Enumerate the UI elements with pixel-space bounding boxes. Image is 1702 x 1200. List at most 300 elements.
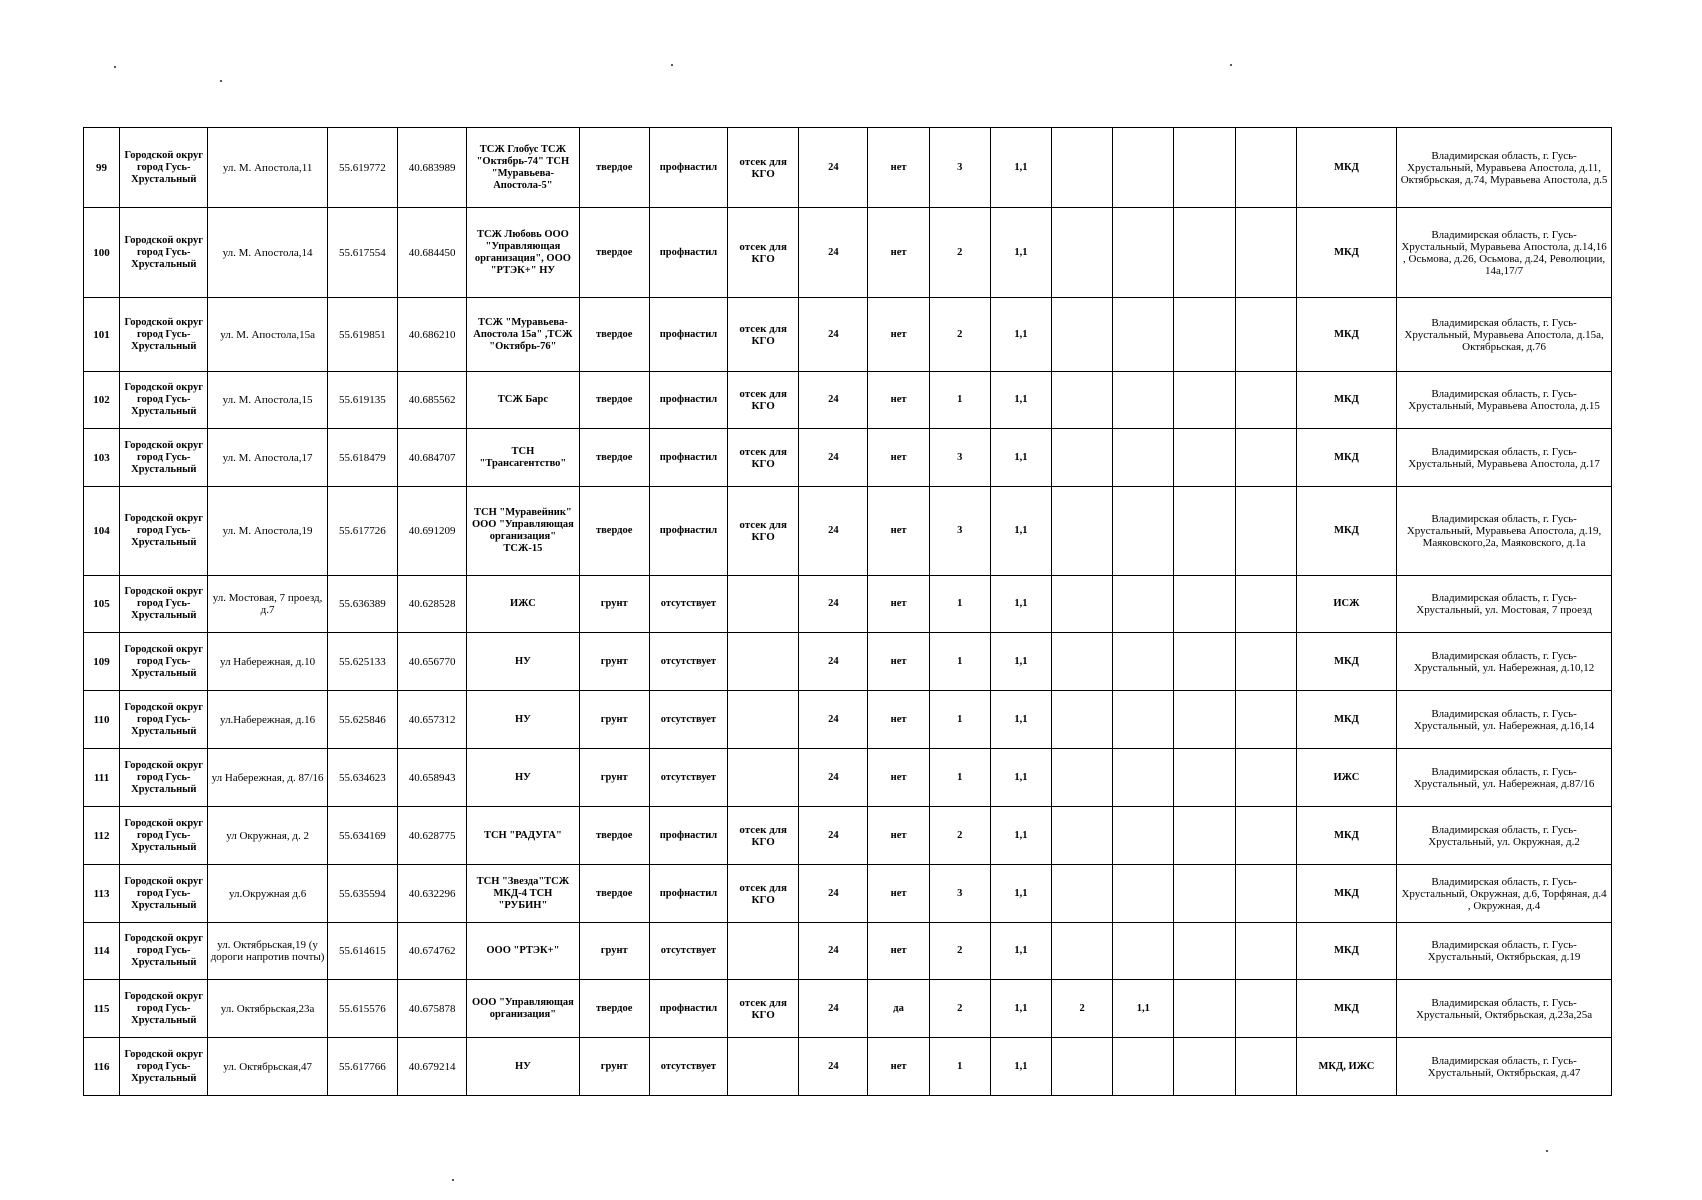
- street-address-cell: ул. Мостовая, 7 проезд, д.7: [208, 576, 327, 633]
- container-count-cell: 1: [929, 691, 990, 749]
- served-addresses-cell: Владимирская область, г. Гусь-Хрустальный, Октябрьская, д.23а,25а: [1397, 980, 1612, 1038]
- surface-cell: твердое: [579, 208, 649, 298]
- empty-cell: [1174, 128, 1235, 208]
- surface-cell: грунт: [579, 576, 649, 633]
- row-number: 116: [84, 1038, 120, 1096]
- municipality-cell: Городской округ город Гусь-Хрустальный: [120, 807, 208, 865]
- municipality-cell: Городской округ город Гусь-Хрустальный: [120, 128, 208, 208]
- extra-volume-cell: [1113, 576, 1174, 633]
- empty-cell: [1174, 865, 1235, 923]
- table-row: [84, 576, 1612, 633]
- empty-cell: [1235, 691, 1296, 749]
- scan-speck: [114, 66, 116, 68]
- extra-count-cell: [1052, 633, 1113, 691]
- empty-cell: [1235, 807, 1296, 865]
- source-type-cell: МКД: [1296, 980, 1396, 1038]
- row-number: 114: [84, 923, 120, 980]
- surface-cell: грунт: [579, 749, 649, 807]
- fence-cell: профнастил: [649, 980, 727, 1038]
- empty-cell: [1235, 298, 1296, 372]
- fence-cell: профнастил: [649, 429, 727, 487]
- table-row: [84, 691, 1612, 749]
- row-number: 100: [84, 208, 120, 298]
- surface-cell: грунт: [579, 691, 649, 749]
- area-cell: 24: [799, 298, 868, 372]
- table-row: [84, 807, 1612, 865]
- street-address-cell: ул.Окружная д.6: [208, 865, 327, 923]
- extra-volume-cell: [1113, 429, 1174, 487]
- row-number: 105: [84, 576, 120, 633]
- container-volume-cell: 1,1: [990, 208, 1051, 298]
- served-addresses-cell: Владимирская область, г. Гусь-Хрустальный, ул. Окружная, д.2: [1397, 807, 1612, 865]
- area-cell: 24: [799, 633, 868, 691]
- owner-cell: НУ: [467, 633, 579, 691]
- extra-volume-cell: [1113, 633, 1174, 691]
- surface-cell: твердое: [579, 487, 649, 576]
- table-row: [84, 749, 1612, 807]
- street-address-cell: ул. Октябрьская,19 (у дороги напротив почты): [208, 923, 327, 980]
- source-type-cell: МКД: [1296, 807, 1396, 865]
- container-count-cell: 2: [929, 980, 990, 1038]
- fence-cell: профнастил: [649, 298, 727, 372]
- bin-cover-cell: [728, 1038, 799, 1096]
- municipality-cell: Городской округ город Гусь-Хрустальный: [120, 576, 208, 633]
- served-addresses-cell: Владимирская область, г. Гусь-Хрустальный, Октябрьская, д.19: [1397, 923, 1612, 980]
- longitude-cell: 40.684450: [398, 208, 467, 298]
- table-row: [84, 633, 1612, 691]
- municipality-cell: Городской округ город Гусь-Хрустальный: [120, 429, 208, 487]
- extra-count-cell: [1052, 807, 1113, 865]
- served-addresses-cell: Владимирская область, г. Гусь-Хрустальный, Муравьева Апостола, д.14,16 , Осьмова, д.26, Осьмова, д.24, Революции, 14а,17/7: [1397, 208, 1612, 298]
- shed-cell: нет: [868, 208, 929, 298]
- area-cell: 24: [799, 429, 868, 487]
- extra-count-cell: [1052, 865, 1113, 923]
- latitude-cell: 55.625133: [327, 633, 397, 691]
- source-type-cell: МКД: [1296, 429, 1396, 487]
- empty-cell: [1174, 633, 1235, 691]
- latitude-cell: 55.635594: [327, 865, 397, 923]
- source-type-cell: МКД: [1296, 487, 1396, 576]
- area-cell: 24: [799, 980, 868, 1038]
- municipality-cell: Городской округ город Гусь-Хрустальный: [120, 749, 208, 807]
- extra-count-cell: [1052, 128, 1113, 208]
- street-address-cell: ул. Октябрьская,23а: [208, 980, 327, 1038]
- container-volume-cell: 1,1: [990, 372, 1051, 429]
- container-count-cell: 3: [929, 865, 990, 923]
- scan-speck: [1230, 64, 1232, 66]
- empty-cell: [1174, 208, 1235, 298]
- latitude-cell: 55.617726: [327, 487, 397, 576]
- shed-cell: нет: [868, 372, 929, 429]
- table-row: [84, 298, 1612, 372]
- shed-cell: нет: [868, 128, 929, 208]
- municipality-cell: Городской округ город Гусь-Хрустальный: [120, 298, 208, 372]
- container-count-cell: 1: [929, 576, 990, 633]
- longitude-cell: 40.628528: [398, 576, 467, 633]
- empty-cell: [1235, 923, 1296, 980]
- longitude-cell: 40.691209: [398, 487, 467, 576]
- surface-cell: твердое: [579, 807, 649, 865]
- empty-cell: [1174, 749, 1235, 807]
- street-address-cell: ул.Набережная, д.16: [208, 691, 327, 749]
- table-row: [84, 865, 1612, 923]
- owner-cell: ТСН "Звезда"ТСЖ МКД-4 ТСН "РУБИН": [467, 865, 579, 923]
- empty-cell: [1174, 807, 1235, 865]
- owner-cell: ИЖС: [467, 576, 579, 633]
- longitude-cell: 40.628775: [398, 807, 467, 865]
- table-row: [84, 208, 1612, 298]
- shed-cell: нет: [868, 487, 929, 576]
- shed-cell: да: [868, 980, 929, 1038]
- source-type-cell: ИЖС: [1296, 749, 1396, 807]
- container-count-cell: 1: [929, 749, 990, 807]
- shed-cell: нет: [868, 298, 929, 372]
- owner-cell: ТСН "РАДУГА": [467, 807, 579, 865]
- container-count-cell: 1: [929, 633, 990, 691]
- empty-cell: [1235, 633, 1296, 691]
- bin-cover-cell: отсек для КГО: [728, 128, 799, 208]
- bin-cover-cell: отсек для КГО: [728, 865, 799, 923]
- served-addresses-cell: Владимирская область, г. Гусь-Хрустальный, ул. Набережная, д.10,12: [1397, 633, 1612, 691]
- fence-cell: профнастил: [649, 372, 727, 429]
- longitude-cell: 40.683989: [398, 128, 467, 208]
- latitude-cell: 55.634169: [327, 807, 397, 865]
- served-addresses-cell: Владимирская область, г. Гусь-Хрустальный, Муравьева Апостола, д.11, Октябрьская, д.74, Муравьева Апостола, д.5: [1397, 128, 1612, 208]
- container-count-cell: 1: [929, 372, 990, 429]
- bin-cover-cell: отсек для КГО: [728, 429, 799, 487]
- source-type-cell: МКД: [1296, 128, 1396, 208]
- empty-cell: [1174, 576, 1235, 633]
- area-cell: 24: [799, 807, 868, 865]
- street-address-cell: ул. М. Апостола,19: [208, 487, 327, 576]
- fence-cell: отсутствует: [649, 633, 727, 691]
- row-number: 110: [84, 691, 120, 749]
- owner-cell: ТСЖ Глобус ТСЖ "Октябрь-74" ТСН "Муравьева-Апостола-5": [467, 128, 579, 208]
- extra-count-cell: [1052, 576, 1113, 633]
- source-type-cell: МКД: [1296, 372, 1396, 429]
- container-volume-cell: 1,1: [990, 487, 1051, 576]
- empty-cell: [1235, 865, 1296, 923]
- container-volume-cell: 1,1: [990, 576, 1051, 633]
- owner-cell: ТСЖ Барс: [467, 372, 579, 429]
- surface-cell: твердое: [579, 372, 649, 429]
- container-count-cell: 1: [929, 1038, 990, 1096]
- municipality-cell: Городской округ город Гусь-Хрустальный: [120, 980, 208, 1038]
- area-cell: 24: [799, 865, 868, 923]
- municipality-cell: Городской округ город Гусь-Хрустальный: [120, 865, 208, 923]
- row-number: 102: [84, 372, 120, 429]
- latitude-cell: 55.615576: [327, 980, 397, 1038]
- bin-cover-cell: [728, 691, 799, 749]
- empty-cell: [1235, 980, 1296, 1038]
- latitude-cell: 55.619851: [327, 298, 397, 372]
- empty-cell: [1174, 923, 1235, 980]
- fence-cell: отсутствует: [649, 691, 727, 749]
- municipality-cell: Городской округ город Гусь-Хрустальный: [120, 208, 208, 298]
- extra-count-cell: [1052, 372, 1113, 429]
- street-address-cell: ул. Октябрьская,47: [208, 1038, 327, 1096]
- latitude-cell: 55.617554: [327, 208, 397, 298]
- container-count-cell: 2: [929, 298, 990, 372]
- extra-volume-cell: [1113, 487, 1174, 576]
- street-address-cell: ул. М. Апостола,17: [208, 429, 327, 487]
- owner-cell: ТСЖ Любовь ООО "Управляющая организация", ООО "РТЭК+" НУ: [467, 208, 579, 298]
- row-number: 104: [84, 487, 120, 576]
- street-address-cell: ул Набережная, д.10: [208, 633, 327, 691]
- container-count-cell: 3: [929, 487, 990, 576]
- container-volume-cell: 1,1: [990, 807, 1051, 865]
- fence-cell: профнастил: [649, 128, 727, 208]
- empty-cell: [1235, 429, 1296, 487]
- container-volume-cell: 1,1: [990, 749, 1051, 807]
- source-type-cell: МКД: [1296, 691, 1396, 749]
- extra-volume-cell: [1113, 208, 1174, 298]
- empty-cell: [1174, 1038, 1235, 1096]
- latitude-cell: 55.619135: [327, 372, 397, 429]
- owner-cell: НУ: [467, 749, 579, 807]
- bin-cover-cell: отсек для КГО: [728, 980, 799, 1038]
- shed-cell: нет: [868, 576, 929, 633]
- surface-cell: грунт: [579, 1038, 649, 1096]
- surface-cell: твердое: [579, 865, 649, 923]
- longitude-cell: 40.657312: [398, 691, 467, 749]
- served-addresses-cell: Владимирская область, г. Гусь-Хрустальный, ул. Набережная, д.16,14: [1397, 691, 1612, 749]
- surface-cell: твердое: [579, 980, 649, 1038]
- shed-cell: нет: [868, 633, 929, 691]
- empty-cell: [1235, 1038, 1296, 1096]
- container-volume-cell: 1,1: [990, 298, 1051, 372]
- container-volume-cell: 1,1: [990, 923, 1051, 980]
- source-type-cell: МКД: [1296, 298, 1396, 372]
- longitude-cell: 40.686210: [398, 298, 467, 372]
- container-volume-cell: 1,1: [990, 691, 1051, 749]
- table-row: [84, 980, 1612, 1038]
- longitude-cell: 40.658943: [398, 749, 467, 807]
- owner-cell: ООО "Управляющая организация": [467, 980, 579, 1038]
- surface-cell: грунт: [579, 633, 649, 691]
- container-count-cell: 3: [929, 128, 990, 208]
- owner-cell: ООО "РТЭК+": [467, 923, 579, 980]
- empty-cell: [1235, 749, 1296, 807]
- row-number: 113: [84, 865, 120, 923]
- source-type-cell: МКД: [1296, 633, 1396, 691]
- latitude-cell: 55.636389: [327, 576, 397, 633]
- container-volume-cell: 1,1: [990, 980, 1051, 1038]
- owner-cell: ТСН "Муравейник" ООО "Управляющая организация" ТСЖ-15: [467, 487, 579, 576]
- municipality-cell: Городской округ город Гусь-Хрустальный: [120, 487, 208, 576]
- surface-cell: твердое: [579, 429, 649, 487]
- street-address-cell: ул. М. Апостола,15а: [208, 298, 327, 372]
- source-type-cell: МКД, ИЖС: [1296, 1038, 1396, 1096]
- row-number: 112: [84, 807, 120, 865]
- fence-cell: профнастил: [649, 807, 727, 865]
- source-type-cell: ИСЖ: [1296, 576, 1396, 633]
- empty-cell: [1235, 487, 1296, 576]
- municipality-cell: Городской округ город Гусь-Хрустальный: [120, 691, 208, 749]
- extra-count-cell: [1052, 487, 1113, 576]
- surface-cell: твердое: [579, 298, 649, 372]
- area-cell: 24: [799, 691, 868, 749]
- row-number: 109: [84, 633, 120, 691]
- extra-volume-cell: [1113, 749, 1174, 807]
- shed-cell: нет: [868, 749, 929, 807]
- empty-cell: [1174, 298, 1235, 372]
- row-number: 103: [84, 429, 120, 487]
- owner-cell: ТСЖ "Муравьева-Апостола 15а" ,ТСЖ "Октябрь-76": [467, 298, 579, 372]
- table-row: [84, 429, 1612, 487]
- served-addresses-cell: Владимирская область, г. Гусь-Хрустальный, Окружная, д.6, Торфяная, д.4 , Окружная, д.4: [1397, 865, 1612, 923]
- container-volume-cell: 1,1: [990, 1038, 1051, 1096]
- extra-volume-cell: [1113, 691, 1174, 749]
- longitude-cell: 40.656770: [398, 633, 467, 691]
- empty-cell: [1235, 128, 1296, 208]
- extra-volume-cell: [1113, 1038, 1174, 1096]
- municipality-cell: Городской округ город Гусь-Хрустальный: [120, 1038, 208, 1096]
- empty-cell: [1235, 372, 1296, 429]
- extra-count-cell: [1052, 691, 1113, 749]
- table-row: [84, 128, 1612, 208]
- street-address-cell: ул. М. Апостола,14: [208, 208, 327, 298]
- latitude-cell: 55.625846: [327, 691, 397, 749]
- longitude-cell: 40.685562: [398, 372, 467, 429]
- area-cell: 24: [799, 372, 868, 429]
- area-cell: 24: [799, 487, 868, 576]
- empty-cell: [1174, 372, 1235, 429]
- container-volume-cell: 1,1: [990, 429, 1051, 487]
- scan-speck: [1546, 1150, 1548, 1152]
- street-address-cell: ул Набережная, д. 87/16: [208, 749, 327, 807]
- area-cell: 24: [799, 749, 868, 807]
- latitude-cell: 55.619772: [327, 128, 397, 208]
- source-type-cell: МКД: [1296, 865, 1396, 923]
- extra-volume-cell: [1113, 372, 1174, 429]
- area-cell: 24: [799, 923, 868, 980]
- row-number: 111: [84, 749, 120, 807]
- extra-count-cell: [1052, 1038, 1113, 1096]
- extra-volume-cell: [1113, 807, 1174, 865]
- container-volume-cell: 1,1: [990, 865, 1051, 923]
- empty-cell: [1235, 208, 1296, 298]
- served-addresses-cell: Владимирская область, г. Гусь-Хрустальный, ул. Мостовая, 7 проезд: [1397, 576, 1612, 633]
- served-addresses-cell: Владимирская область, г. Гусь-Хрустальный, Муравьева Апостола, д.15а, Октябрьская, д.76: [1397, 298, 1612, 372]
- extra-count-cell: [1052, 429, 1113, 487]
- surface-cell: твердое: [579, 128, 649, 208]
- scan-speck: [452, 1179, 454, 1181]
- served-addresses-cell: Владимирская область, г. Гусь-Хрустальный, Октябрьская, д.47: [1397, 1038, 1612, 1096]
- extra-volume-cell: 1,1: [1113, 980, 1174, 1038]
- street-address-cell: ул. М. Апостола,11: [208, 128, 327, 208]
- shed-cell: нет: [868, 865, 929, 923]
- municipality-cell: Городской округ город Гусь-Хрустальный: [120, 372, 208, 429]
- latitude-cell: 55.618479: [327, 429, 397, 487]
- empty-cell: [1174, 980, 1235, 1038]
- table-row: [84, 487, 1612, 576]
- extra-count-cell: [1052, 298, 1113, 372]
- bin-cover-cell: отсек для КГО: [728, 372, 799, 429]
- extra-count-cell: 2: [1052, 980, 1113, 1038]
- latitude-cell: 55.617766: [327, 1038, 397, 1096]
- extra-count-cell: [1052, 749, 1113, 807]
- scan-speck: [671, 64, 673, 66]
- bin-cover-cell: отсек для КГО: [728, 208, 799, 298]
- fence-cell: отсутствует: [649, 749, 727, 807]
- bin-cover-cell: отсек для КГО: [728, 807, 799, 865]
- served-addresses-cell: Владимирская область, г. Гусь-Хрустальный, Муравьева Апостола, д.19, Маяковского,2а, Маяковского, д.1а: [1397, 487, 1612, 576]
- area-cell: 24: [799, 128, 868, 208]
- container-volume-cell: 1,1: [990, 128, 1051, 208]
- municipality-cell: Городской округ город Гусь-Хрустальный: [120, 923, 208, 980]
- extra-count-cell: [1052, 208, 1113, 298]
- scan-speck: [220, 80, 222, 82]
- fence-cell: отсутствует: [649, 1038, 727, 1096]
- row-number: 115: [84, 980, 120, 1038]
- empty-cell: [1235, 576, 1296, 633]
- served-addresses-cell: Владимирская область, г. Гусь-Хрустальный, ул. Набережная, д.87/16: [1397, 749, 1612, 807]
- fence-cell: отсутствует: [649, 923, 727, 980]
- fence-cell: профнастил: [649, 208, 727, 298]
- table-row: [84, 923, 1612, 980]
- table-row: [84, 1038, 1612, 1096]
- extra-volume-cell: [1113, 865, 1174, 923]
- shed-cell: нет: [868, 807, 929, 865]
- bin-cover-cell: [728, 633, 799, 691]
- container-volume-cell: 1,1: [990, 633, 1051, 691]
- longitude-cell: 40.675878: [398, 980, 467, 1038]
- bin-cover-cell: отсек для КГО: [728, 298, 799, 372]
- longitude-cell: 40.674762: [398, 923, 467, 980]
- extra-count-cell: [1052, 923, 1113, 980]
- longitude-cell: 40.684707: [398, 429, 467, 487]
- table-row: [84, 372, 1612, 429]
- served-addresses-cell: Владимирская область, г. Гусь-Хрустальный, Муравьева Апостола, д.15: [1397, 372, 1612, 429]
- row-number: 101: [84, 298, 120, 372]
- shed-cell: нет: [868, 1038, 929, 1096]
- row-number: 99: [84, 128, 120, 208]
- shed-cell: нет: [868, 691, 929, 749]
- owner-cell: НУ: [467, 1038, 579, 1096]
- container-count-cell: 2: [929, 923, 990, 980]
- street-address-cell: ул. М. Апостола,15: [208, 372, 327, 429]
- bin-cover-cell: [728, 749, 799, 807]
- longitude-cell: 40.679214: [398, 1038, 467, 1096]
- bin-cover-cell: [728, 923, 799, 980]
- fence-cell: профнастил: [649, 487, 727, 576]
- shed-cell: нет: [868, 429, 929, 487]
- latitude-cell: 55.634623: [327, 749, 397, 807]
- surface-cell: грунт: [579, 923, 649, 980]
- source-type-cell: МКД: [1296, 923, 1396, 980]
- area-cell: 24: [799, 576, 868, 633]
- fence-cell: отсутствует: [649, 576, 727, 633]
- empty-cell: [1174, 429, 1235, 487]
- container-count-cell: 3: [929, 429, 990, 487]
- area-cell: 24: [799, 208, 868, 298]
- longitude-cell: 40.632296: [398, 865, 467, 923]
- extra-volume-cell: [1113, 923, 1174, 980]
- source-type-cell: МКД: [1296, 208, 1396, 298]
- served-addresses-cell: Владимирская область, г. Гусь-Хрустальный, Муравьева Апостола, д.17: [1397, 429, 1612, 487]
- bin-cover-cell: [728, 576, 799, 633]
- area-cell: 24: [799, 1038, 868, 1096]
- empty-cell: [1174, 691, 1235, 749]
- bin-cover-cell: отсек для КГО: [728, 487, 799, 576]
- municipality-cell: Городской округ город Гусь-Хрустальный: [120, 633, 208, 691]
- extra-volume-cell: [1113, 298, 1174, 372]
- latitude-cell: 55.614615: [327, 923, 397, 980]
- shed-cell: нет: [868, 923, 929, 980]
- fence-cell: профнастил: [649, 865, 727, 923]
- empty-cell: [1174, 487, 1235, 576]
